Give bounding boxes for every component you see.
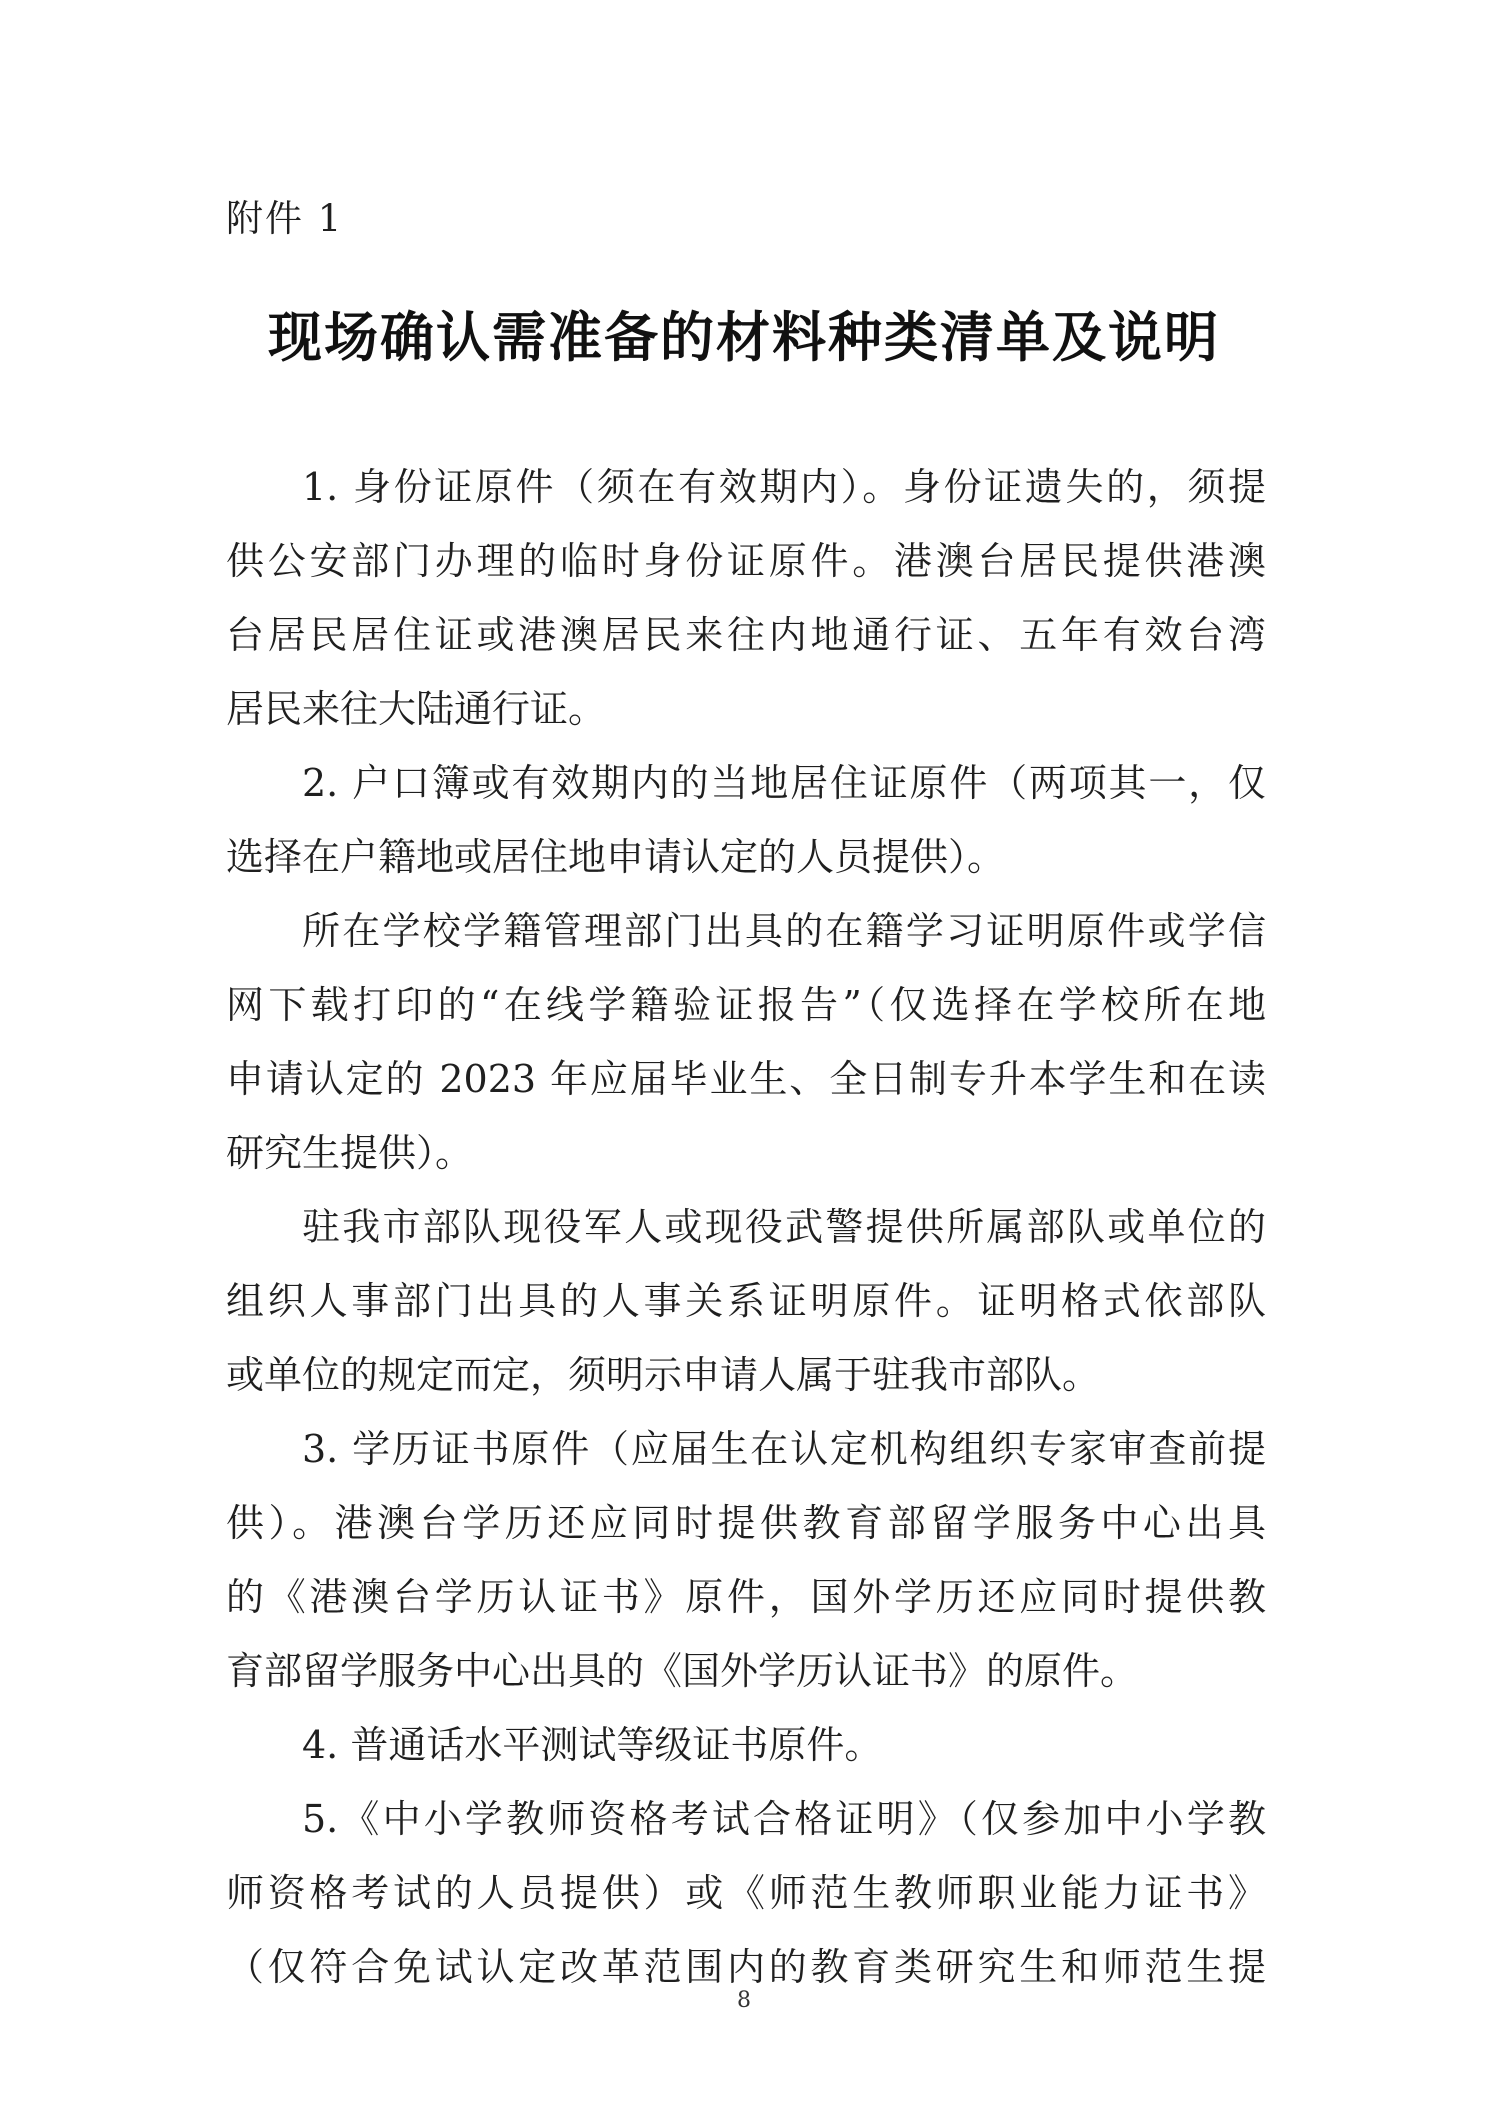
attachment-label: 附件 1 [226, 197, 344, 240]
paragraph-7-line-3: （仅符合免试认定改革范围内的教育类研究生和师范生提 [226, 1945, 1266, 1989]
paragraph-2-line-2: 选择在户籍地或居住地申请认定的人员提供）。 [226, 835, 1006, 879]
paragraph-4-line-3: 或单位的规定而定，须明示申请人属于驻我市部队。 [226, 1353, 1101, 1397]
paragraph-3-line-4: 研究生提供）。 [226, 1131, 474, 1175]
paragraph-5-line-1: 3. 学历证书原件（应届生在认定机构组织专家审查前提 [302, 1427, 1266, 1471]
paragraph-6-line-1: 4. 普通话水平测试等级证书原件。 [302, 1723, 883, 1767]
paragraph-7-line-2: 师资格考试的人员提供）或《师范生教师职业能力证书》 [226, 1871, 1266, 1915]
paragraph-1-line-2: 供公安部门办理的临时身份证原件。港澳台居民提供港澳 [226, 539, 1266, 583]
paragraph-1-line-3: 台居民居住证或港澳居民来往内地通行证、五年有效台湾 [226, 613, 1266, 657]
paragraph-3-line-1: 所在学校学籍管理部门出具的在籍学习证明原件或学信 [302, 909, 1266, 953]
paragraph-7-line-1: 5.《中小学教师资格考试合格证明》（仅参加中小学教 [302, 1797, 1266, 1841]
page-number: 8 [737, 1988, 751, 2013]
paragraph-5-line-3: 的《港澳台学历认证书》原件，国外学历还应同时提供教 [226, 1575, 1266, 1619]
paragraph-3-line-3: 申请认定的 2023 年应届毕业生、全日制专升本学生和在读 [226, 1057, 1266, 1101]
paragraph-5-line-4: 育部留学服务中心出具的《国外学历认证书》的原件。 [226, 1649, 1139, 1693]
paragraph-3-line-2: 网下载打印的“在线学籍验证报告”（仅选择在学校所在地 [226, 983, 1266, 1027]
paragraph-5-line-2: 供）。港澳台学历还应同时提供教育部留学服务中心出具 [226, 1501, 1266, 1545]
paragraph-4-line-2: 组织人事部门出具的人事关系证明原件。证明格式依部队 [226, 1279, 1266, 1323]
document-body [226, 450, 1266, 2004]
paragraph-4-line-1: 驻我市部队现役军人或现役武警提供所属部队或单位的 [302, 1205, 1266, 1249]
paragraph-1-line-1: 1. 身份证原件（须在有效期内）。身份证遗失的，须提 [302, 465, 1266, 509]
document-title: 现场确认需准备的材料种类清单及说明 [268, 305, 1220, 369]
paragraph-2-line-1: 2. 户口簿或有效期内的当地居住证原件（两项其一，仅 [302, 761, 1266, 805]
paragraph-1-line-4: 居民来往大陆通行证。 [226, 687, 607, 731]
